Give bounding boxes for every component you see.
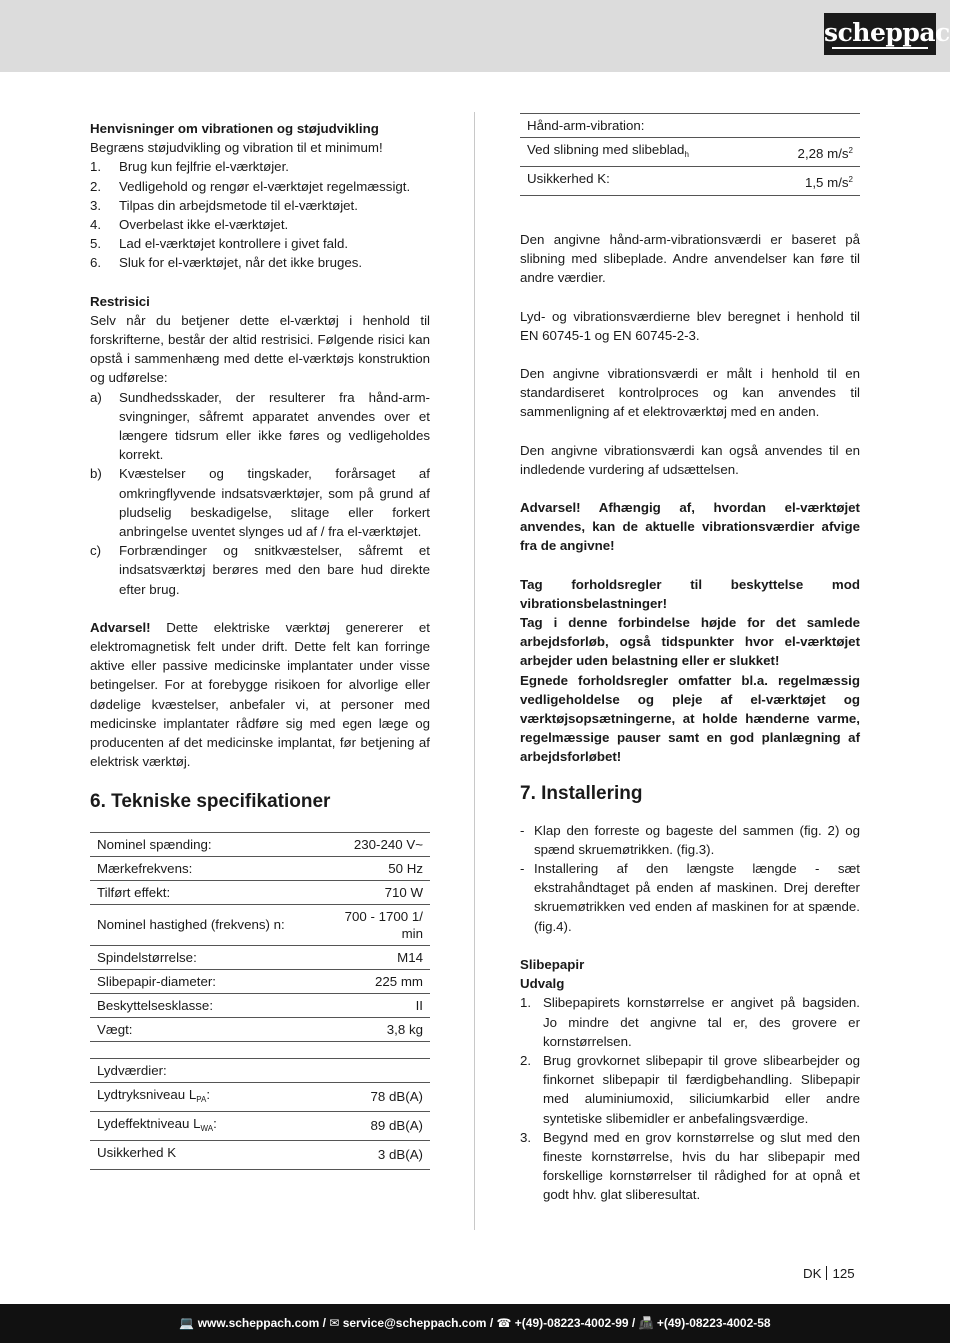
sandpaper-heading: Slibepapir bbox=[520, 956, 585, 972]
left-column bbox=[90, 119, 430, 1170]
list-item-text: Brug grovkornet slibepapir til grove slibearbejder og finkornet slibepapir til færdigbehandling. Slibepapir med aluminiumoxid, siliciumkarbid eller andre syntetiske slibemidler er anbefalingsværdige. bbox=[543, 1052, 860, 1126]
computer-icon: 💻 bbox=[179, 1316, 195, 1330]
list-item-text: Sundhedsskader, der resulterer fra hånd-arm-svingninger, såfremt apparatet anvendes over et længere tidsrum eller ikke føres og vedligeholdes korrekt. bbox=[119, 389, 430, 463]
spec-label: Slibepapir-diameter: bbox=[90, 969, 323, 993]
list-item-text: Lad el-værktøjet kontrollere i givet fald. bbox=[119, 236, 349, 252]
sound-row bbox=[90, 1082, 430, 1111]
brand-logo bbox=[824, 13, 967, 55]
hav-row bbox=[520, 167, 860, 196]
spec-label: Spindelstørrelse: bbox=[90, 945, 323, 969]
vibration-list bbox=[90, 157, 430, 272]
footer-website[interactable]: www.scheppach.com bbox=[197, 1316, 320, 1330]
warning-label: Advarsel! bbox=[90, 619, 151, 635]
list-item bbox=[90, 234, 430, 253]
sound-table bbox=[90, 1058, 430, 1170]
list-item-marker: 6. bbox=[90, 255, 102, 271]
sound-label bbox=[90, 1111, 317, 1140]
page-number-value: 125 bbox=[832, 1266, 855, 1281]
hav-label-text: Ved slibning med slibeblad bbox=[527, 142, 685, 157]
list-item-text: Tilpas din arbejdsmetode til el-værktøjet. bbox=[119, 197, 358, 213]
list-item-text: Brug kun fejlfrie el-værktøjer. bbox=[119, 159, 289, 175]
hav-note: Den angivne hånd-arm-vibrationsværdi er baseret på slibning med slibeplade. Andre anvendelser kan føre til andre værdier. bbox=[520, 232, 860, 286]
hav-label bbox=[520, 167, 764, 196]
footer-bar: 💻 www.scheppach.com / ✉ service@scheppach.com / ☎ +(49)-08223-4002-99 / 📠 +(49)-08223-4002-58 bbox=[0, 1304, 950, 1343]
hav-value-text: 2,28 m/s bbox=[797, 146, 849, 161]
list-item-text: Slibepapirets kornstørrelse er angivet på bagsiden. Jo mindre det angivne tal er, des grovere er kornstørrelsen. bbox=[543, 995, 860, 1049]
sound-header: Lydværdier: bbox=[90, 1058, 430, 1082]
sound-label-text: Lydtryksniveau L bbox=[97, 1086, 197, 1102]
precaution-3: Egnede forholdsregler omfatter bl.a. regelmæssig vedligeholdelse og pleje af el-værktøjet og værktøjsopsætningerne, at holde hænderne varme, regelmæssige pauser samt en god planlægning af arbejdsforløbet! bbox=[520, 672, 860, 765]
list-item-text: Vedligehold og rengør el-værktøjet regelmæssigt. bbox=[119, 178, 411, 194]
sound-label-suffix: : bbox=[206, 1086, 211, 1102]
spec-row bbox=[90, 880, 430, 904]
spec-label: Nominel hastighed (frekvens) n: bbox=[90, 904, 323, 945]
list-item bbox=[90, 541, 430, 599]
hav-row bbox=[520, 138, 860, 167]
list-item-text: Installering af den længste længde - sæt ekstrahåndtaget på enden af maskinen. Drej derefter skruemøtrikken ved enden af maskinen for at spænde. (fig.4). bbox=[534, 861, 860, 934]
mail-icon: ✉ bbox=[329, 1316, 340, 1330]
list-item bbox=[90, 177, 430, 196]
sound-value: 78 dB(A) bbox=[317, 1082, 430, 1111]
list-item-text: Klap den forreste og bageste del sammen (fig. 2) og spænd skruemøtrikken. (fig.3). bbox=[534, 822, 860, 857]
precaution-1: Tag forholdsregler til beskyttelse mod vibrationsbelastninger! bbox=[520, 576, 860, 611]
fax-icon: 📠 bbox=[638, 1316, 654, 1330]
list-item-marker: b) bbox=[90, 466, 102, 482]
vibration-warning: Advarsel! Afhængig af, hvordan el-værktøjet anvendes, kan de aktuelle vibrationsværdier afvige fra de angivne! bbox=[520, 500, 860, 554]
hand-arm-vibration-table bbox=[520, 113, 860, 196]
spec-label: Tilført effekt: bbox=[90, 880, 323, 904]
list-item-text: Overbelast ikke el-værktøjet. bbox=[119, 217, 289, 233]
list-item bbox=[90, 196, 430, 215]
spec-label: Nominel spænding: bbox=[90, 832, 323, 856]
hav-value-superscript: 2 bbox=[848, 175, 853, 184]
spec-row bbox=[90, 904, 430, 945]
vibration-intro: Begræns støjudvikling og vibration til et minimum! bbox=[90, 140, 383, 156]
spec-value: 710 W bbox=[323, 880, 430, 904]
list-item-marker: 3. bbox=[90, 197, 102, 213]
spec-row bbox=[90, 832, 430, 856]
spec-row bbox=[90, 945, 430, 969]
hav-label-text: Usikkerhed K: bbox=[527, 171, 610, 186]
hav-value-superscript: 2 bbox=[848, 146, 853, 155]
specs-heading: 6. Tekniske specifikationer bbox=[90, 790, 331, 812]
list-item-text: Kvæstelser og tingskader, forårsaget af omkringflyvende indsatsværktøjer, som på grund af pludselig beskadigelse, slitage eller forkert anbringelse uventet slynges ud af / fra el-værktøjet. bbox=[119, 466, 430, 540]
spec-value: 700 - 1700 1/ min bbox=[323, 904, 430, 945]
spec-label: Vægt: bbox=[90, 1017, 323, 1041]
spec-value: 3,8 kg bbox=[323, 1017, 430, 1041]
sound-label-subscript: PA bbox=[196, 1094, 207, 1104]
list-item bbox=[90, 464, 430, 541]
phone-icon: ☎ bbox=[496, 1316, 512, 1330]
precaution-2: Tag i denne forbindelse højde for det samlede arbejdsforløb, også tidspunkter hvor el-værktøjet arbejder uden belastning eller er slukket! bbox=[520, 615, 860, 669]
list-item bbox=[90, 253, 430, 272]
restrisici-list bbox=[90, 388, 430, 599]
sound-label bbox=[90, 1082, 317, 1111]
list-item bbox=[90, 388, 430, 465]
hav-value bbox=[764, 138, 860, 167]
right-column bbox=[520, 113, 860, 1205]
list-item bbox=[520, 1051, 860, 1128]
hav-header: Hånd-arm-vibration: bbox=[520, 114, 860, 138]
sound-row bbox=[90, 1140, 430, 1169]
list-item-marker: 1. bbox=[520, 995, 532, 1011]
spec-row bbox=[90, 969, 430, 993]
hav-value-text: 1,5 m/s bbox=[804, 175, 849, 190]
list-item-marker: - bbox=[520, 822, 525, 838]
list-item-marker: a) bbox=[90, 389, 102, 405]
spec-label: Beskyttelsesklasse: bbox=[90, 993, 323, 1017]
page-language: DK bbox=[803, 1266, 822, 1281]
hav-label-subscript: h bbox=[684, 150, 689, 159]
footer-email[interactable]: service@scheppach.com bbox=[342, 1316, 487, 1330]
specs-table bbox=[90, 832, 430, 1042]
list-item-marker: - bbox=[520, 861, 525, 877]
sound-label-text: Lydeffektniveau L bbox=[97, 1115, 201, 1131]
restrisici-intro: Selv når du betjener dette el-værktøj i henhold til forskrifterne, består der altid restrisici. Følgende risici kan opstå i sammenhæng med dette el-værktøjs konstruktion og udførelse: bbox=[90, 312, 430, 386]
list-item bbox=[520, 1128, 860, 1205]
sound-value: 89 dB(A) bbox=[317, 1111, 430, 1140]
sound-label-subscript: WA bbox=[200, 1123, 214, 1133]
list-item-marker: 5. bbox=[90, 236, 102, 252]
selection-heading: Udvalg bbox=[520, 976, 565, 992]
sound-label-text: Usikkerhed K bbox=[97, 1144, 177, 1160]
spec-value: M14 bbox=[323, 945, 430, 969]
brand-name: scheppach bbox=[824, 18, 967, 47]
list-item-text: Begynd med en grov kornstørrelse og slut med den fineste kornstørrelse, hvis du har slibepapir med forskellige kornstørrelser til rådighed for at opnå et godt hhv. glat sliberesultat. bbox=[543, 1129, 860, 1203]
list-item-marker: c) bbox=[90, 543, 102, 559]
page-number bbox=[803, 1266, 855, 1281]
list-item bbox=[520, 821, 860, 859]
footer-fax: +(49)-08223-4002-58 bbox=[656, 1316, 771, 1330]
list-item bbox=[90, 215, 430, 234]
sound-label-suffix: : bbox=[213, 1115, 217, 1131]
spec-row bbox=[90, 856, 430, 880]
spec-label: Mærkefrekvens: bbox=[90, 856, 323, 880]
standards-note: Lyd- og vibrationsværdierne blev beregnet i henhold til EN 60745-1 og EN 60745-2-3. bbox=[520, 308, 860, 343]
list-item-text: Sluk for el-værktøjet, når det ikke bruges. bbox=[119, 255, 363, 271]
spec-value: 50 Hz bbox=[323, 856, 430, 880]
list-item-marker: 1. bbox=[90, 159, 102, 175]
spec-value: 225 mm bbox=[323, 969, 430, 993]
list-item-marker: 4. bbox=[90, 217, 102, 233]
sound-label bbox=[90, 1140, 317, 1169]
emf-warning bbox=[90, 618, 430, 772]
list-item bbox=[90, 157, 430, 176]
list-item bbox=[520, 859, 860, 936]
restrisici-heading: Restrisici bbox=[90, 293, 150, 309]
sound-row bbox=[90, 1111, 430, 1140]
spec-value: 230-240 V~ bbox=[323, 832, 430, 856]
spec-row bbox=[90, 993, 430, 1017]
list-item-marker: 2. bbox=[520, 1052, 532, 1068]
measurement-note: Den angivne vibrationsværdi er målt i henhold til en standardiseret kontrolproces og kan anvendes til sammenligning af et elektroværktøj med en anden. bbox=[520, 366, 860, 420]
list-item-text: Forbrændinger og snitkvæstelser, såfremt et indsatsværktøj berøres med den bare hud direkte efter brug. bbox=[119, 543, 430, 597]
vibration-heading: Henvisninger om vibrationen og støjudvikling bbox=[90, 121, 379, 136]
column-divider bbox=[474, 112, 475, 1230]
installation-list bbox=[520, 821, 860, 936]
list-item bbox=[520, 993, 860, 1051]
hav-label bbox=[520, 138, 764, 167]
warning-text: Dette elektriske værktøj genererer et elektromagnetisk felt under drift. Dette felt kan forringe aktive eller passive medicinske implantater under visse betingelser. For at forebygge risikoen for alvorlige eller dødelige kvæstelser, anbefaler vi, at personer med medicinske implantater rådføre sig med egen læge og producenten af det medicinske implantat, før betjening af elektrisk værktøj. bbox=[90, 619, 430, 770]
assessment-note: Den angivne vibrationsværdi kan også anvendes til en indledende vurdering af udsættelsen. bbox=[520, 442, 860, 477]
sound-value: 3 dB(A) bbox=[317, 1140, 430, 1169]
hav-value bbox=[764, 167, 860, 196]
sandpaper-list bbox=[520, 993, 860, 1204]
list-item-marker: 2. bbox=[90, 178, 102, 194]
header-bar bbox=[0, 0, 967, 72]
installation-heading: 7. Installering bbox=[520, 782, 643, 804]
list-item-marker: 3. bbox=[520, 1129, 532, 1145]
spec-value: II bbox=[323, 993, 430, 1017]
footer-phone: +(49)-08223-4002-99 bbox=[514, 1316, 629, 1330]
spec-row bbox=[90, 1017, 430, 1041]
